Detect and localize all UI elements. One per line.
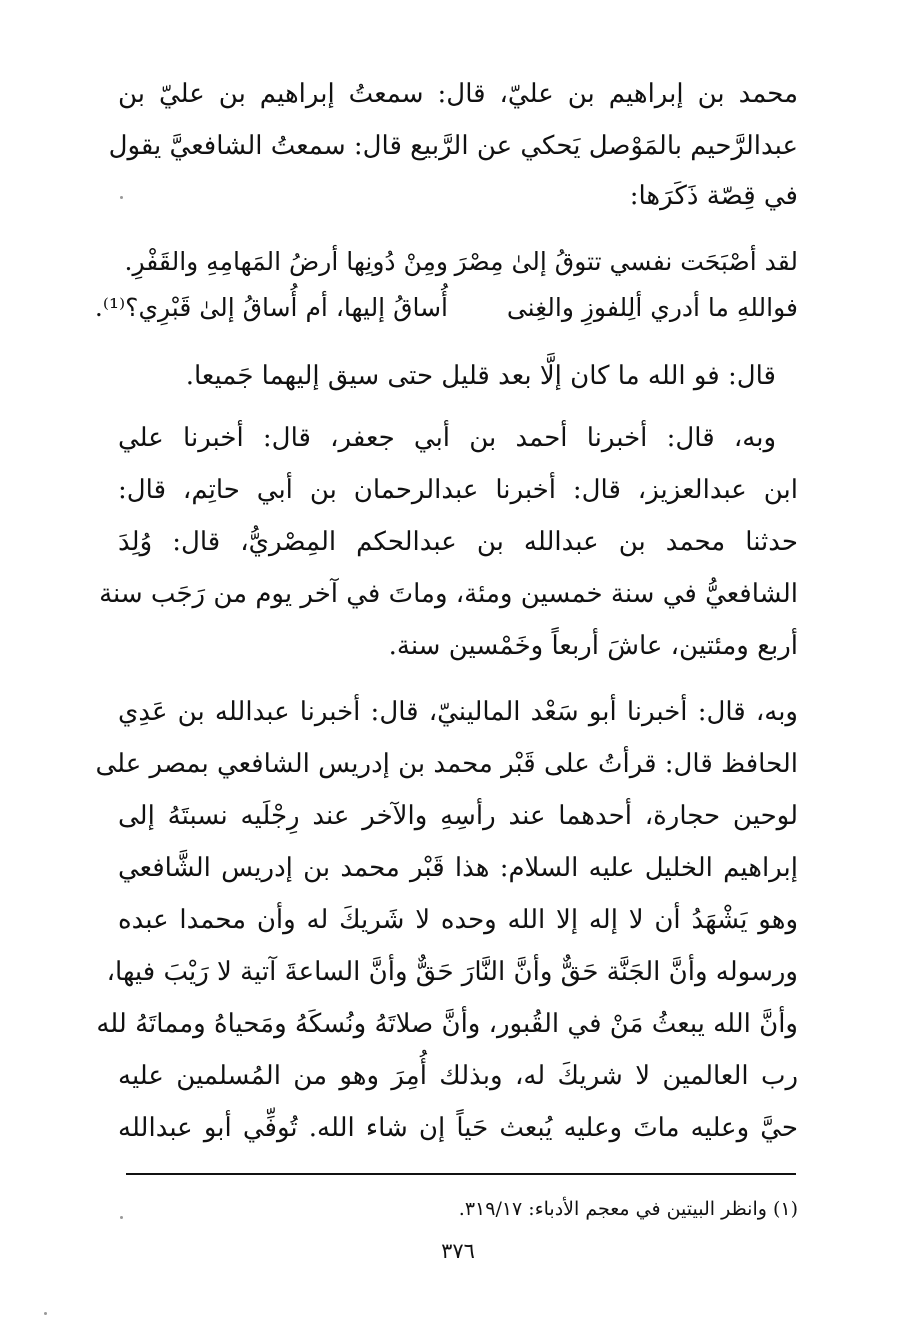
text-line: وبه، قال: أخبرنا أحمد بن أبي جعفر، قال: أخبرنا علي <box>118 423 776 453</box>
poem-verse <box>94 284 798 332</box>
poem-verse <box>108 238 798 286</box>
verse-hemistich: فواللهِ ما أدري ألِلفوزِ والغِنى <box>506 293 798 322</box>
text-line: محمد بن إبراهيم بن عليّ، قال: سمعتُ إبراهيم بن عليّ بن <box>118 79 798 109</box>
text-line: ابن عبدالعزيز، قال: أخبرنا عبدالرحمان بن أبي حاتِم، قال: <box>118 475 798 505</box>
scan-speck <box>44 1312 47 1315</box>
page-number: ٣٧٦ <box>441 1239 475 1263</box>
text-line: ورسوله وأنَّ الجَنَّة حَقٌّ وأنَّ النَّارَ حَقٌّ وأنَّ الساعةَ آتية لا رَيْبَ فيها، <box>106 957 798 987</box>
text-line: قال: فو الله ما كان إلَّا بعد قليل حتى سيق إليهما جَميعا. <box>185 361 776 391</box>
verse-hemistich: أُساقُ إليها، أم أُساقُ إلىٰ قَبْرِي؟⁽¹⁾. <box>94 293 448 322</box>
scan-speck <box>120 1216 123 1219</box>
text-line: حدثنا محمد بن عبدالله بن عبدالحكم المِصْريُّ، قال: وُلِدَ <box>118 527 798 557</box>
text-line: لوحين حجارة، أحدهما عند رأسِهِ والآخر عند رِجْلَيه نسبتَهُ إلى <box>118 801 798 831</box>
footnote: (١) وانظر البيتين في معجم الأدباء: ٣١٩/١٧. <box>458 1198 798 1220</box>
text-line: حيَّ وعليه ماتَ وعليه يُبعث حَياً إن شاء الله. تُوفِّي أبو عبدالله <box>118 1113 798 1143</box>
text-line: وأنَّ الله يبعثُ مَنْ في القُبور، وأنَّ صلاتَهُ ونُسكَهُ ومَحياهُ ومماتَهُ لله <box>96 1009 798 1039</box>
scan-speck <box>120 196 123 199</box>
text-line: وهو يَشْهَدُ أن لا إله إلا الله وحده لا شَريكَ له وأن محمدا عبده <box>118 905 798 935</box>
text-line: الشافعيُّ في سنة خمسين ومئة، وماتَ في آخر يوم من رَجَب سنة <box>99 579 798 609</box>
text-line: رب العالمين لا شريكَ له، وبذلك أُمِرَ وهو من المُسلمين عليه <box>118 1061 798 1091</box>
footnote-separator <box>126 1173 796 1175</box>
text-line: إبراهيم الخليل عليه السلام: هذا قَبْر محمد بن إدريس الشَّافعي <box>118 853 798 883</box>
text-line: الحافظ قال: قرأتُ على قَبْر محمد بن إدريس الشافعي بمصر على <box>95 749 798 779</box>
text-line: وبه، قال: أخبرنا أبو سَعْد المالينيّ، قال: أخبرنا عبدالله بن عَدِي <box>118 697 798 727</box>
verse-hemistich: لقد أصْبَحَت نفسي تتوقُ إلىٰ مِصْرَ <box>454 247 798 276</box>
verse-hemistich: ومِنْ دُونِها أرضُ المَهامِهِ والقَفْرِ. <box>124 247 448 276</box>
text-line: عبدالرَّحيم بالمَوْصل يَحكي عن الرَّبيع قال: سمعتُ الشافعيَّ يقول <box>108 131 798 161</box>
text-line: في قِصّة ذَكَرَها: <box>629 181 798 211</box>
text-line: أربع ومئتين، عاشَ أربعاً وخَمْسين سنة. <box>388 631 798 661</box>
